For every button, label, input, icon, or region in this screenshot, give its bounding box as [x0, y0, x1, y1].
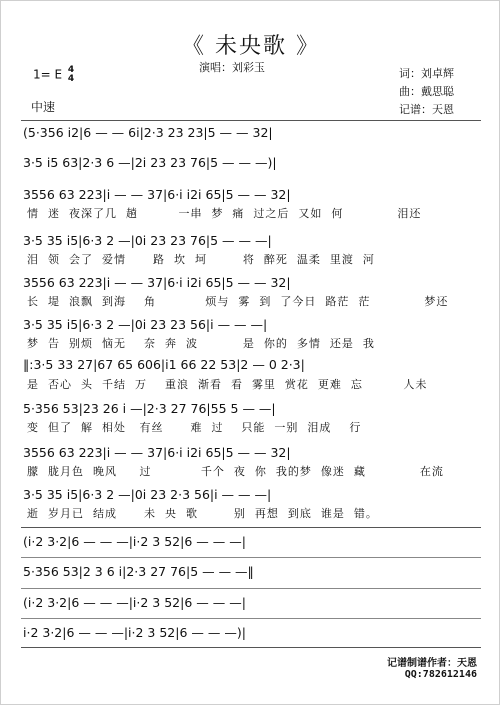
time-signature: [68, 66, 74, 84]
lyric-line-10: 逝 岁月已 结成 未 央 歌 别 再想 到底 谁是 错。: [27, 507, 378, 520]
outro-rule-1: [21, 557, 481, 558]
score-line-14: i·2 3·2|6 — — —|i·2 3 52|6 — — —)|: [23, 625, 246, 640]
song-title: 《 未央歌 》: [182, 34, 320, 59]
composer-credit: 曲：戴思聪: [399, 85, 454, 98]
notator-credit: 记谱：天恩: [399, 103, 454, 116]
tempo-marking: 中速: [31, 100, 56, 114]
lyric-line-6: 梦 告 别烦 恼无 奈 奔 波 是 你的 多情 还是 我: [27, 337, 375, 350]
qq-contact: QQ:782612146: [404, 669, 477, 680]
key-text: 1= E: [33, 67, 63, 82]
notation-author-credit: 记谱制谱作者：天恩: [387, 658, 477, 669]
outro-rule-2: [21, 588, 481, 589]
outro-rule-top: [21, 527, 481, 528]
outro-rule-bottom: [21, 647, 481, 648]
lyric-line-9: 朦 胧月色 晚风 过 千个 夜 你 我的梦 像迷 藏 在流: [27, 465, 444, 478]
score-line-6: 3·5 35 i5|6·3 2 —|0i 23 23 56|i — — —|: [23, 317, 268, 332]
header-rule: [21, 120, 481, 121]
lyric-line-4: 泪 领 会了 爱情 路 坎 坷 将 醉死 温柔 里渡 河: [27, 253, 375, 266]
outro-rule-3: [21, 618, 481, 619]
score-line-11: (i·2 3·2|6 — — —|i·2 3 52|6 — — —|: [23, 534, 246, 549]
score-line-2: 3·5 i5 63|2·3 6 —|2i 23 23 76|5 — — —)|: [23, 155, 277, 170]
lyricist-credit: 词：刘卓辉: [399, 67, 454, 80]
time-signature-top: 4: [67, 65, 75, 75]
lyric-line-3: 情 迷 夜深了几 趟 一串 梦 痛 过之后 又如 何 泪还: [27, 207, 422, 220]
score-line-9: 3556 63 223|i — — 37|6·i i2i 65|5 — — 32|: [23, 445, 291, 460]
score-line-8: 5·356 53|23 26 i —|2·3 27 76|55 5 — —|: [23, 401, 276, 416]
lyric-line-8: 变 但了 解 相处 有丝 难 过 只能 一别 泪成 行: [27, 421, 362, 434]
score-line-10: 3·5 35 i5|6·3 2 —|0i 23 2·3 56|i — — —|: [23, 487, 272, 502]
time-signature-bottom: 4: [67, 74, 75, 84]
score-line-1: (5·356 i2|6 — — 6i|2·3 23 23|5 — — 32|: [23, 125, 273, 140]
singer-credit: 演唱：刘彩玉: [199, 61, 265, 74]
lyric-line-5: 长 堤 浪飘 到海 角 烦与 雾 到 了今日 路茫 茫 梦还: [27, 295, 449, 308]
score-line-4: 3·5 35 i5|6·3 2 —|0i 23 23 76|5 — — —|: [23, 233, 272, 248]
key-signature: [33, 66, 74, 84]
score-line-5: 3556 63 223|i — — 37|6·i i2i 65|5 — — 32|: [23, 275, 291, 290]
lyric-line-7: 是 否心 头 千结 万 重浪 渐看 看 雾里 赏花 更难 忘 人未: [27, 378, 428, 391]
score-line-7: ‖:3·5 33 27|67 65 606|i1 66 22 53|2 — 0 2·3|: [23, 357, 305, 372]
score-line-3: 3556 63 223|i — — 37|6·i i2i 65|5 — — 32|: [23, 187, 291, 202]
score-line-13: (i·2 3·2|6 — — —|i·2 3 52|6 — — —|: [23, 595, 246, 610]
score-line-12: 5·356 53|2 3 6 i|2·3 27 76|5 — — —‖: [23, 564, 254, 579]
